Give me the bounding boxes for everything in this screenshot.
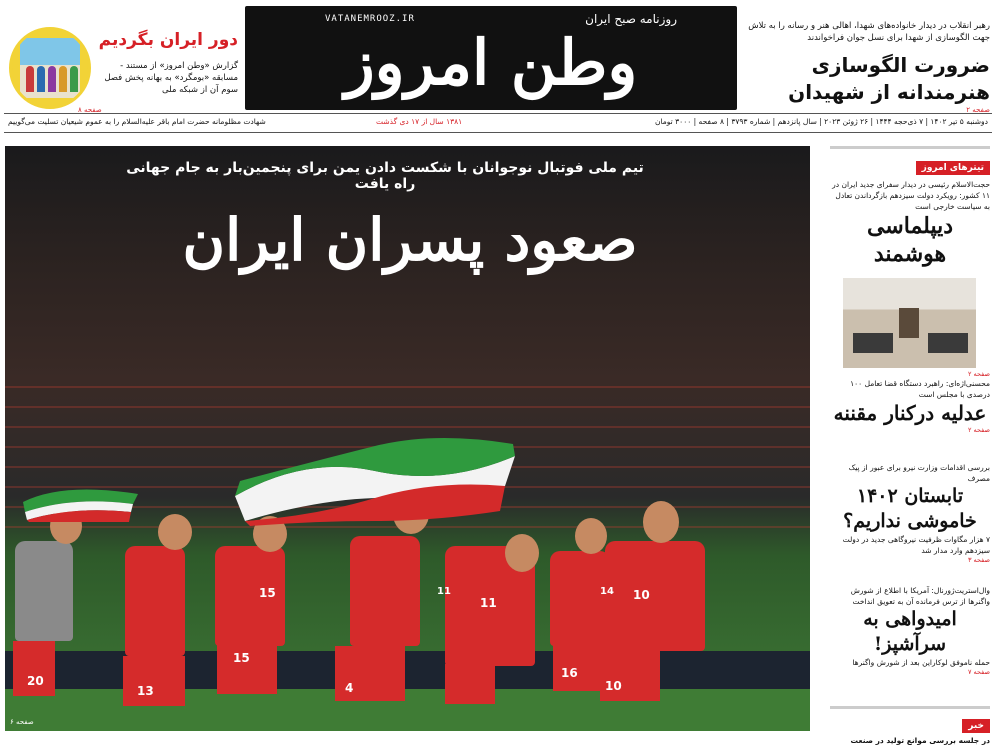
jersey-number: 14 [600, 586, 614, 597]
promo-body: گزارش «وطن امروز» از مستند - مسابقه «بومگرد» به بهانه پخش فصل سوم آن از شبکه ملی [104, 61, 238, 95]
newspaper-logo: وطن امروز [344, 26, 638, 99]
player-head [643, 501, 679, 543]
dateline-condolence: شهادت مظلومانه حضرت امام باقر علیه‌السلام را به عموم شیعیان تسلیت می‌گوییم [8, 117, 266, 126]
player-shorts [123, 656, 185, 706]
right-column-story4 [830, 585, 990, 676]
jersey-number: 11 [480, 596, 497, 610]
masthead-url[interactable]: VATANEMROOZ.IR [325, 14, 415, 24]
player-head [158, 514, 192, 550]
right-column-story2 [830, 370, 990, 434]
iran-flag-small [23, 482, 138, 522]
story-page-ref: صفحه ۷ [967, 668, 990, 676]
player [605, 541, 705, 651]
story-page-ref: صفحه ۳ [967, 556, 990, 564]
jersey-number: 20 [27, 674, 44, 688]
header-story-lead: رهبر انقلاب در دیدار خانواده‌های شهدا، اهالی هنر و رسانه را به تلاش جهت الگوسازی از شهدا برای نسل جوان فراخواندند [748, 21, 990, 43]
dateline-center-note: ۱۳۸۱ سال از ۱۷ دی گذشت [376, 117, 463, 126]
jersey-number: 10 [605, 679, 622, 693]
story-title-judiciary[interactable]: عدلیه درکنار مقننه [833, 401, 987, 425]
promo-image [9, 27, 91, 109]
person-silhouette [899, 308, 919, 338]
header-story-title[interactable]: ضرورت الگوسازی هنرمندانه از شهیدان [788, 53, 990, 104]
jersey-number: 10 [633, 588, 650, 602]
person-silhouette [928, 333, 968, 353]
player-head [505, 534, 539, 572]
jersey-number: 15 [259, 586, 276, 600]
masthead [245, 6, 737, 110]
main-story-page-ref: صفحه ۶ [10, 718, 34, 726]
iran-flag [235, 436, 515, 526]
news-text[interactable]: در جلسه بررسی موانع تولید در صنعت [850, 736, 990, 745]
player-head [575, 518, 607, 554]
jersey-number: 4 [345, 681, 354, 695]
meeting-photo [843, 278, 976, 368]
main-sub-headline: تیم ملی فوتبال نوجوانان با شکست دادن یمن برای پنجمین‌بار به جام جهانی راه یافت [126, 160, 644, 192]
promo-title[interactable]: دور ایران بگردیم [98, 30, 238, 50]
jersey-number: 11 [437, 586, 451, 597]
player [550, 551, 610, 646]
right-column-story3 [830, 462, 990, 564]
jersey-number: 15 [233, 651, 250, 665]
story-title-diplomacy[interactable]: دیپلماسی هوشمند [866, 213, 954, 267]
news-box [830, 706, 990, 746]
story-title-chef[interactable]: امیدواهی به سرآشپز! [863, 608, 957, 655]
main-headline[interactable]: صعود پسران ایران [182, 206, 638, 274]
story-bullet: حمله ناموفق لوکاراین بعد از شورش واگنرها [852, 658, 990, 667]
todays-headlines-tag: تیترهای امروز [916, 161, 990, 175]
story-lead: محسنی‌اژه‌ای: راهبرد دستگاه قضا تعامل ۱۰۰ درصدی با مجلس است [850, 379, 990, 399]
player-shorts [445, 664, 495, 704]
story-bullet: ۷ هزار مگاوات ظرفیت نیروگاهی جدید در دولت سیزدهم وارد مدار شد [842, 535, 990, 555]
story-lead: حجت‌الاسلام رئیسی در دیدار سفرای جدید ایران در ۱۱ کشور: رویکرد دولت سیزدهم بازگرداندن تعادل به سیاست خارجی است [832, 180, 990, 211]
story-page-ref: صفحه ۲ [967, 370, 990, 378]
jersey-number: 16 [561, 666, 578, 680]
player [350, 536, 420, 646]
player [15, 541, 73, 641]
header-story-page-ref: صفحه ۲ [966, 106, 990, 114]
story-title-summer-blackout[interactable]: تابستان ۱۴۰۲ خاموشی نداریم؟ [843, 485, 977, 532]
story-lead: بررسی اقدامات وزارت نیرو برای عبور از پیک مصرف [848, 463, 990, 483]
promo-page-ref: صفحه ۸ [78, 106, 102, 114]
story-page-ref: صفحه ۲ [967, 426, 990, 434]
player [125, 546, 185, 656]
story-lead: وال‌استریت‌ژورنال: آمریکا با اطلاع از شورش واگنرها از ترس فرمانده آن به تعویق انداخت [850, 586, 990, 606]
masthead-subtitle: روزنامه صبح ایران [585, 12, 677, 26]
dateline-issue-info: دوشنبه ۵ تیر ۱۴۰۲ | ۷ ذی‌حجه ۱۴۴۴ | ۲۶ ژوئن ۲۰۲۳ | سال پانزدهم | شماره ۳۷۹۳ | ۸ صفحه | ۳۰۰۰ تومان [654, 117, 988, 126]
news-tag: خبر [962, 719, 990, 733]
person-silhouette [853, 333, 893, 353]
dateline-bar [4, 113, 992, 133]
jersey-number: 13 [137, 684, 154, 698]
